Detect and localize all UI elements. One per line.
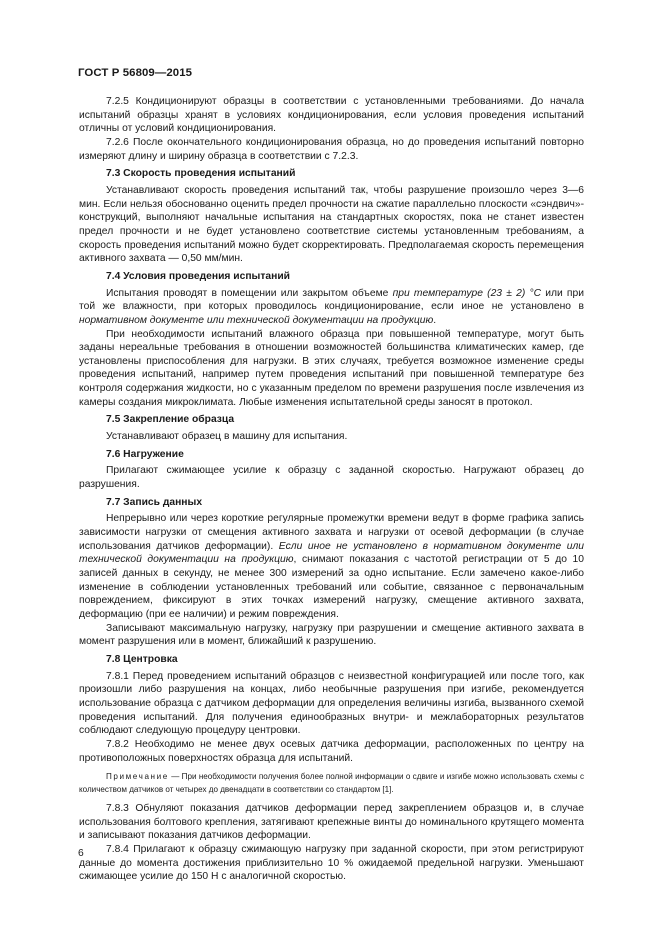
section-7-4-heading: 7.4 Условия проведения испытаний: [106, 270, 291, 282]
clause-7-4-paragraph-1: [79, 287, 584, 328]
section-7-3-heading: 7.3 Скорость проведения испытаний: [106, 168, 296, 180]
clause-7-8-3: 7.8.3 Обнуляют показания датчиков деформации перед закреплением образцов и, в случае использования болтового крепления, затягивают крепежные винты до номинального крутящего момента и записывают показания датчиков деформации.: [79, 803, 584, 842]
clause-7-2-5: 7.2.5 Кондиционируют образцы в соответствии с установленными требованиями. До начала испытаний образцы хранят в условиях кондиционирования, если условия проведения испытаний отличны от условий кондиционирования.: [79, 96, 584, 135]
clause-7-4-text-c: или при той же влажности, при которых проводилось кондиционирование, если иное не установлено в: [79, 287, 584, 313]
clause-7-8-2: 7.8.2 Необходимо не менее двух осевых датчика деформации, расположенных по центру на противоположных поверхностях образца для испытаний.: [79, 738, 584, 764]
clause-7-4-reference: нормативном документе или технической документации на продукцию: [79, 314, 434, 326]
clause-7-7-paragraph-1: [79, 512, 584, 621]
clause-7-8-4: 7.8.4 Прилагают к образцу сжимающую нагрузку при заданной скорости, при этом регистрируют данные до момента достижения приблизительно 10 % ожидаемой предельной нагрузки. Уменьшают сжимающее усилие до 150 Н с аналогичной скоростью.: [79, 843, 584, 883]
clause-7-4-text-e: .: [433, 314, 437, 326]
note-text: — При необходимости получения более полной информации о сдвиге и изгибе можно использовать схемы с количеством датчиков от четырех до двенадцати в соответствии со стандартом [1].: [79, 772, 584, 794]
clause-7-2-6: 7.2.6 После окончательного кондиционирования образца, но до проведения испытаний повторно измеряют длину и ширину образца в соответствии с 7.2.3.: [79, 136, 584, 162]
clause-7-7-text-c: , снимают показания с частотой регистрации от 5 до 10 записей данных в секунду, не менее 300 измерений за одно испытание. Если замечено какое-либо изменение в соблюдении установленных требований или событие, связанное с первоначальным повреждением, фиксируют в этих точках измерений нагрузку, смещение активного захвата, деформацию (при ее наличии) и режим повреждения.: [79, 554, 584, 620]
clause-7-4-temperature: при температуре (23 ± 2) °С: [392, 287, 542, 299]
clause-7-3-text: Устанавливают скорость проведения испытаний так, чтобы разрушение произошло через 3—6 мин. Если нельзя обоснованно оценить предел прочности на сжатие параллельно плоскости «сэндвич»-конструкций, выполняют начальные испытания на стандартных скоростях, пока не станет известен предел прочности и не будет установлено соответствие системы установленным требованиям, а скорость проведения испытаний можно будет скорректировать. Предполагаемая скорость перемещения активного захвата — 0,50 мм/мин.: [79, 184, 584, 265]
clause-7-6-text: Прилагают сжимающее усилие к образцу с заданной скоростью. Нагружают образец до разрушения.: [79, 465, 584, 491]
clause-7-7-reference: Если иное не установлено в нормативном документе или технической документации на продукцию: [79, 540, 584, 566]
section-7-6-heading: 7.6 Нагружение: [106, 448, 184, 460]
clause-7-7-paragraph-2: Записывают максимальную нагрузку, нагрузку при разрушении и смещение активного захвата в момент разрушения или в момент, ближайший к разрушению.: [79, 622, 584, 648]
document-header: ГОСТ Р 56809—2015: [78, 67, 193, 79]
clause-7-5-text: Устанавливают образец в машину для испытания.: [106, 431, 348, 443]
section-7-5-heading: 7.5 Закрепление образца: [106, 414, 235, 426]
clause-7-4-text-a: Испытания проводят в помещении или закрытом объеме: [106, 287, 393, 299]
document-body: [79, 95, 584, 884]
note-label: Примечание: [106, 772, 169, 782]
section-7-8-heading: 7.8 Центровка: [106, 653, 178, 665]
clause-7-7-text-a: Непрерывно или через короткие регулярные промежутки времени ведут в форме графика запись зависимости нагрузки от смещения активного захвата и нагрузки от осевой деформации (в случае использования датчиков деформации).: [79, 513, 584, 552]
section-7-7-heading: 7.7 Запись данных: [106, 496, 203, 508]
clause-7-4-paragraph-2: При необходимости испытаний влажного образца при повышенной температуре, могут быть заданы нереальные требования в отношении возможностей большинства климатических камер, где установлены приспособления для нагрузки. В этих случаях, требуется возможное изменение среды проведения испытаний, например путем проведения испытаний при повышенной температуре без контроля содержания жидкости, но с указанным пределом по времени разрушения после извлечения из камеры создания микроклимата. Любые изменения испытательной среды заносят в протокол.: [79, 328, 584, 408]
page-number: 6: [78, 848, 84, 859]
note: [79, 771, 584, 796]
clause-7-8-1: 7.8.1 Перед проведением испытаний образцов с неизвестной конфигурацией или после того, как произошли либо разрушения на концах, либо необычные разрушения при изгибе, рекомендуется использование образца с датчиком деформации для определения величины изгиба, вызванного схемой проведения испытаний. Для получения единообразных внутри- и межлабораторных результатов соблюдают следующую процедуру центровки.: [79, 670, 584, 737]
